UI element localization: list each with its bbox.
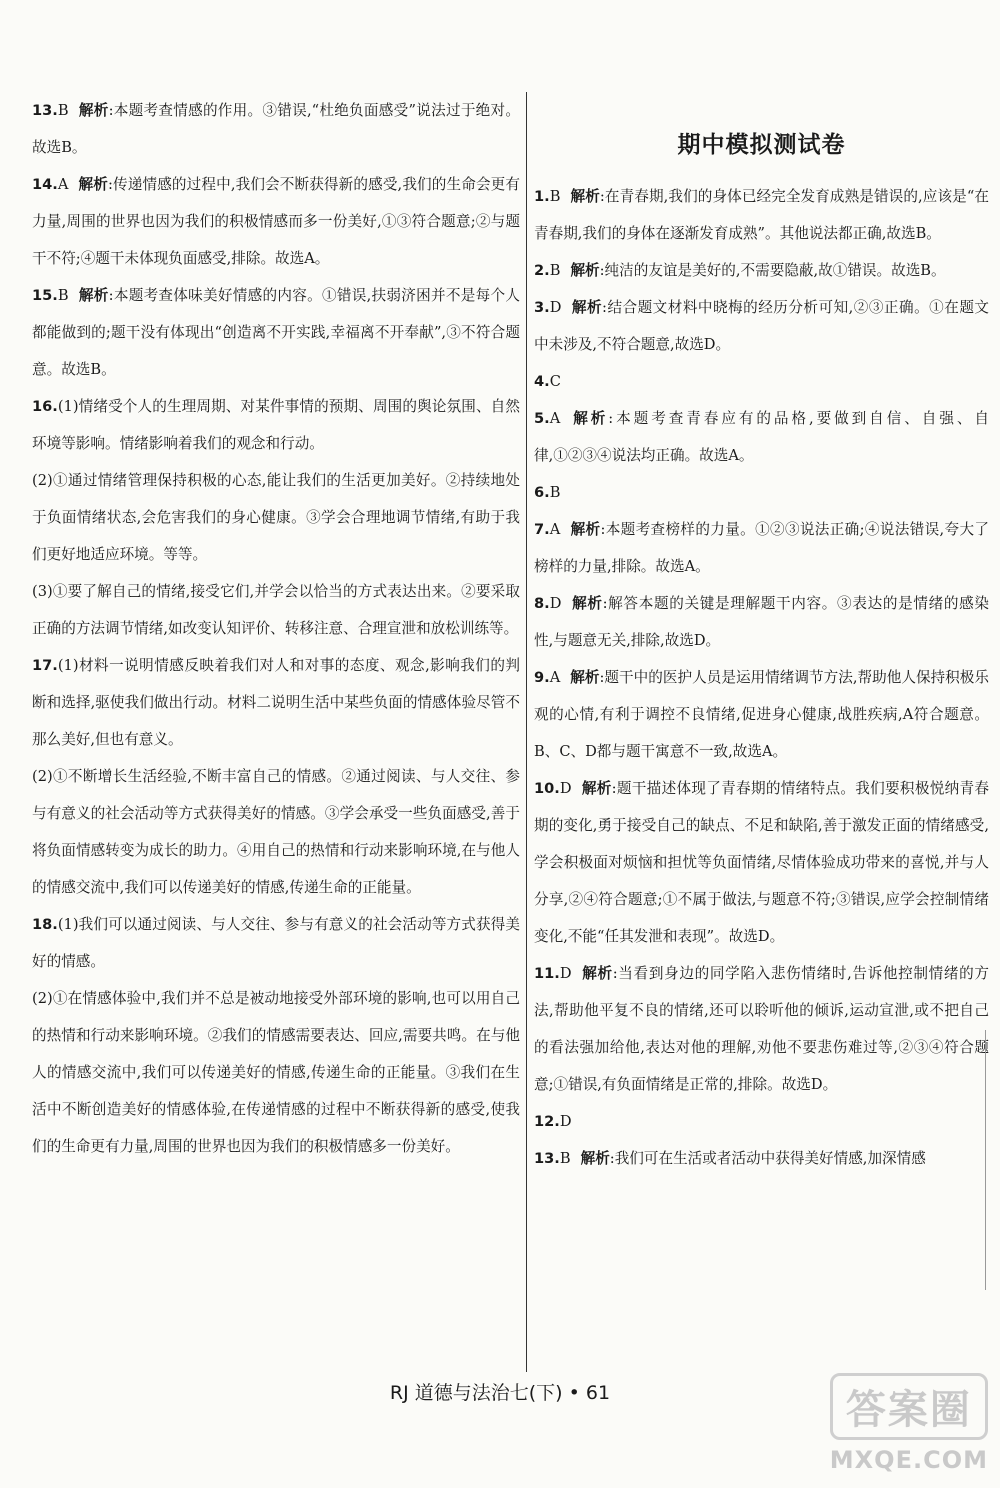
item-number: 3. [534, 299, 550, 316]
analysis-text: :本题考查青春应有的品格,要做到自信、自强、自律,①②③④说法均正确。故选A。 [534, 410, 989, 464]
item-answer: B [549, 484, 561, 501]
answer-item [534, 511, 989, 585]
footer-label: RJ 道德与法治七(下) [389, 1382, 563, 1404]
item-number: 11. [534, 965, 560, 982]
item-number: 5. [534, 410, 550, 427]
item-number: 8. [534, 595, 550, 612]
right-items [534, 178, 989, 1177]
item-number: 2. [534, 262, 550, 279]
analysis-text: :题干中的医护人员是运用情绪调节方法,帮助他人保持积极乐观的心情,有利于调控不良情绪,促进身心健康,战胜疾病,A符合题意。B、C、D都与题干寓意不一致,故选A。 [534, 669, 989, 760]
analysis-text: :结合题文材料中晓梅的经历分析可知,②③正确。①在题文中未涉及,不符合题意,故选D。 [534, 299, 989, 353]
left-column [32, 92, 520, 1165]
item-answer: A [57, 176, 69, 193]
analysis-label: 解析 [78, 176, 108, 193]
answer-item-14 [32, 166, 520, 277]
analysis-label: 解析 [78, 287, 109, 304]
answer-paragraph: (3)①要了解自己的情绪,接受它们,并学会以恰当的方式表达出来。②要采取正确的方法调节情绪,如改变认知评价、转移注意、合理宣泄和放松训练等。 [32, 583, 520, 637]
answer-item-18 [32, 906, 520, 980]
item-number: 14. [32, 176, 58, 193]
answer-item [534, 955, 989, 1103]
column-divider [526, 92, 527, 1372]
analysis-label: 解析 [78, 102, 109, 119]
answer-item [534, 659, 989, 770]
analysis-text: :解答本题的关键是理解题干内容。③表达的是情绪的感染性,与题意无关,排除,故选D。 [534, 595, 989, 649]
analysis-label: 解析 [571, 299, 603, 316]
answer-text: (1)我们可以通过阅读、与人交往、参与有意义的社会活动等方式获得美好的情感。 [32, 916, 520, 970]
item-number: 12. [534, 1113, 560, 1130]
item-number: 15. [32, 287, 58, 304]
watermark-logo [830, 1373, 988, 1474]
watermark-title: 答案圈 [830, 1373, 988, 1440]
item-number: 9. [534, 669, 550, 686]
item-number: 17. [32, 657, 58, 674]
answer-item [534, 1140, 989, 1177]
item-answer: D [559, 1113, 572, 1130]
analysis-label: 解析 [580, 1150, 610, 1167]
right-column [534, 92, 989, 1177]
answer-item-13 [32, 92, 520, 166]
item-answer: A [549, 669, 561, 686]
item-answer: D [559, 780, 572, 797]
item-answer: D [559, 965, 572, 982]
item-number: 6. [534, 484, 550, 501]
item-number: 18. [32, 916, 58, 933]
item-answer: D [549, 595, 562, 612]
answer-item-17 [32, 647, 520, 758]
analysis-text: :本题考查情感的作用。③错误,“杜绝负面感受”说法过于绝对。故选B。 [32, 102, 520, 156]
page-edge-marks [985, 1030, 998, 1290]
item-answer: B [549, 262, 561, 279]
item-number: 4. [534, 373, 550, 390]
answer-item [534, 585, 989, 659]
answer-item-16 [32, 388, 520, 462]
analysis-text: :本题考查榜样的力量。①②③说法正确;④说法错误,夸大了榜样的力量,排除。故选A。 [534, 521, 989, 575]
item-answer: B [549, 188, 561, 205]
page-number: 61 [585, 1382, 611, 1404]
item-number: 7. [534, 521, 550, 538]
item-number: 16. [32, 398, 58, 415]
analysis-label: 解析 [570, 521, 601, 538]
analysis-label: 解析 [570, 669, 600, 686]
answer-item [534, 1103, 989, 1140]
analysis-text: :在青春期,我们的身体已经完全发育成熟是错误的,应该是“在青春期,我们的身体在逐渐发育成熟”。其他说法都正确,故选B。 [534, 188, 989, 242]
item-answer: B [559, 1150, 571, 1167]
item-answer: D [549, 299, 562, 316]
analysis-label: 解析 [581, 780, 612, 797]
item-answer: B [57, 287, 69, 304]
analysis-text: :本题考查体味美好情感的内容。①错误,扶弱济困并不是每个人都能做到的;题干没有体现出“创造离不开实践,幸福离不开奉献”,③不符合题意。故选B。 [32, 287, 520, 378]
analysis-label: 解析 [571, 595, 603, 612]
item-number: 10. [534, 780, 560, 797]
item-number: 1. [534, 188, 550, 205]
analysis-label: 解析 [581, 965, 613, 982]
answer-item [534, 474, 989, 511]
item-answer: A [549, 410, 561, 427]
answer-item [534, 400, 989, 474]
answer-text: (1)情绪受个人的生理周期、对某件事情的预期、周围的舆论氛围、自然环境等影响。情绪影响着我们的观念和行动。 [32, 398, 520, 452]
analysis-text: :当看到身边的同学陷入悲伤情绪时,告诉他控制情绪的方法,帮助他平复不良的情绪,还可以聆听他的倾诉,运动宣泄,或不把自己的看法强加给他,表达对他的理解,劝他不要悲伤难过等,②③④符合题意;①错误,有负面情绪是正常的,排除。故选D。 [534, 965, 989, 1093]
answer-item [534, 289, 989, 363]
item-answer: C [549, 373, 561, 390]
answer-item [534, 363, 989, 400]
footer-dot: • [568, 1382, 580, 1404]
analysis-label: 解析 [570, 262, 600, 279]
answer-paragraph: (2)①通过情绪管理保持积极的心态,能让我们的生活更加美好。②持续地处于负面情绪状态,会危害我们的身心健康。③学会合理地调节情绪,有助于我们更好地适应环境。等等。 [32, 472, 520, 563]
item-number: 13. [32, 102, 58, 119]
answer-paragraph: (2)①不断增长生活经验,不断丰富自己的情感。②通过阅读、与人交往、参与有意义的社会活动等方式获得美好的情感。③学会承受一些负面感受,善于将负面情感转变为成长的助力。④用自己的热情和行动来影响环境,在与他人的情感交流中,我们可以传递美好的情感,传递生命的正能量。 [32, 768, 520, 896]
item-answer: B [57, 102, 69, 119]
answer-item [534, 252, 989, 289]
analysis-text: :题干描述体现了青春期的情绪特点。我们要积极悦纳青春期的变化,勇于接受自己的缺点、不足和缺陷,善于激发正面的情绪感受,学会积极面对烦恼和担忧等负面情绪,尽情体验成功带来的喜悦,并与人分享,②④符合题意;①不属于做法,与题意不符;③错误,应学会控制情绪变化,不能“任其发泄和表现”。故选D。 [534, 780, 989, 945]
analysis-text: :纯洁的友谊是美好的,不需要隐蔽,故①错误。故选B。 [599, 262, 946, 279]
answer-item [534, 178, 989, 252]
section-title: 期中模拟测试卷 [677, 132, 846, 158]
item-number: 13. [534, 1150, 560, 1167]
analysis-text: :传递情感的过程中,我们会不断获得新的感受,我们的生命会更有力量,周围的世界也因为我们的积极情感而多一份美好,①③符合题意;②与题干不符;④题干未体现负面感受,排除。故选A。 [32, 176, 520, 267]
answer-text: (1)材料一说明情感反映着我们对人和对事的态度、观念,影响我们的判断和选择,驱使我们做出行动。材料二说明生活中某些负面的情感体验尽管不那么美好,但也有意义。 [32, 657, 520, 748]
answer-item [534, 770, 989, 955]
analysis-label: 解析 [570, 410, 609, 427]
analysis-text: :我们可在生活或者活动中获得美好情感,加深情感 [609, 1150, 926, 1167]
answer-item-15 [32, 277, 520, 388]
analysis-label: 解析 [570, 188, 600, 205]
answer-paragraph: (2)①在情感体验中,我们并不总是被动地接受外部环境的影响,也可以用自己的热情和行动来影响环境。②我们的情感需要表达、回应,需要共鸣。在与他人的情感交流中,我们可以传递美好的情感,传递生命的正能量。③我们在生活中不断创造美好的情感体验,在传递情感的过程中不断获得新的感受,使我们的生命更有力量,周围的世界也因为我们的积极情感多一份美好。 [32, 990, 520, 1155]
item-answer: A [549, 521, 561, 538]
watermark-url: MXQE.COM [829, 1446, 988, 1474]
